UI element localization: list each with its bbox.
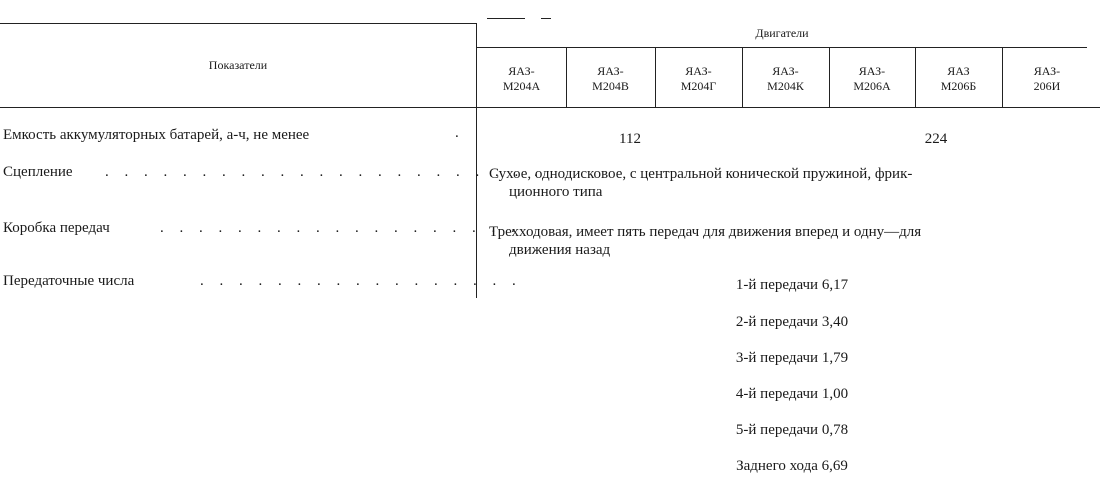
clutch-description: Сухое, однодисковое, с центральной конической пружиной, фрик- ционного типа <box>489 166 913 200</box>
gearbox-description: Трехходовая, имеет пять передач для движения вперед и одну—для движения назад <box>489 224 922 258</box>
row-label-clutch: Сцепление <box>3 164 73 180</box>
engine-header-cell: ЯАЗ- М206А <box>853 64 891 93</box>
top-stub-dash <box>541 18 551 19</box>
leader-dots: . <box>455 125 465 141</box>
row-label-gearbox: Коробка передач <box>3 220 110 236</box>
engine-header-cell: ЯАЗ М206Б <box>940 64 977 93</box>
battery-value-large: 224 <box>924 131 948 147</box>
row-label-battery: Емкость аккумуляторных батарей, а-ч, не менее <box>3 127 310 143</box>
header-bottom-rule <box>0 107 1100 108</box>
leader-dots: . . . . . . . . . . . . . . . . . <box>200 273 522 289</box>
leader-dots: . . . . . . . . . . . . . . . . . . . <box>160 220 521 236</box>
leader-dots: . . . . . . . . . . . . . . . . . . . . . . . <box>105 164 544 180</box>
engines-header: Двигатели <box>755 26 809 40</box>
gear-ratio-item: 1-й передачи 6,17 <box>735 277 849 293</box>
top-stub-line <box>487 18 525 19</box>
gear-ratio-item: Заднего хода 6,69 <box>736 458 848 474</box>
gear-ratio-item: 3-й передачи 1,79 <box>735 350 849 366</box>
battery-value-small: 112 <box>619 131 641 147</box>
top-rule <box>0 23 477 24</box>
engine-header-cell: ЯАЗ- М204Г <box>680 64 717 93</box>
engine-header-cell: ЯАЗ- 206И <box>1033 64 1061 93</box>
gear-ratio-item: 2-й передачи 3,40 <box>735 314 849 330</box>
engine-header-cell: ЯАЗ- М204К <box>767 64 804 93</box>
engine-header-cell: ЯАЗ- М204В <box>592 64 629 93</box>
indicators-header: Показатели <box>208 58 268 72</box>
engine-header-cell: ЯАЗ- М204А <box>502 64 541 93</box>
gear-ratio-item: 5-й передачи 0,78 <box>735 422 849 438</box>
gear-ratio-item: 4-й передачи 1,00 <box>735 386 849 402</box>
engines-header-rule <box>477 47 1087 48</box>
row-label-gear-ratios: Передаточные числа <box>3 273 135 289</box>
